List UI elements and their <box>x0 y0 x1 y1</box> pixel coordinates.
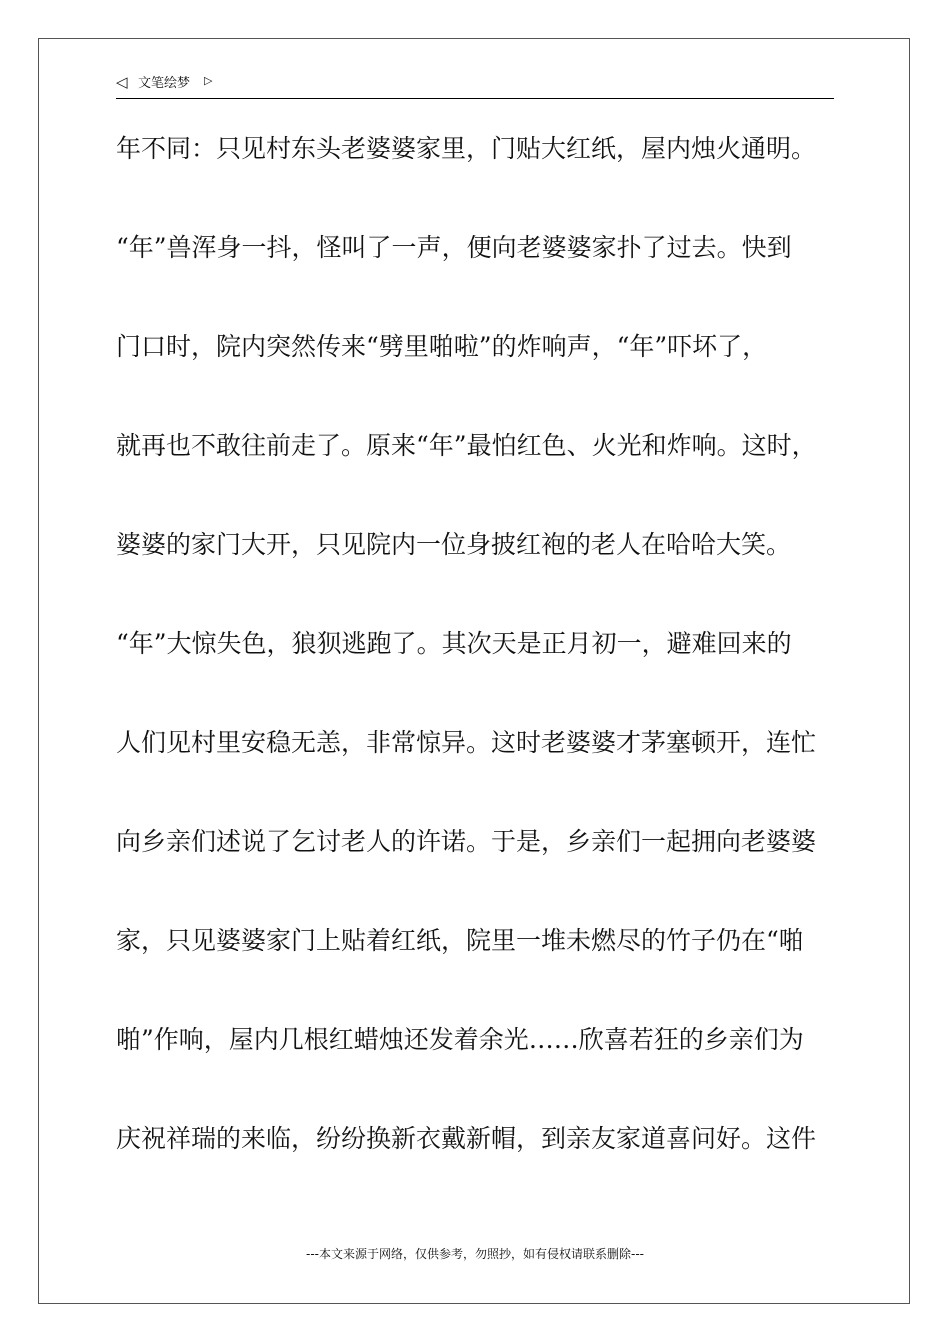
text-line: “年”大惊失色，狼狈逃跑了。其次天是正月初一，避难回来的 <box>116 629 792 658</box>
text-line: 年不同：只见村东头老婆婆家里，门贴大红纸，屋内烛火通明。 <box>116 134 817 163</box>
text-line: 婆婆的家门大开，只见院内一位身披红袍的老人在哈哈大笑。 <box>116 530 792 559</box>
text-line: 人们见村里安稳无恙，非常惊异。这时老婆婆才茅塞顿开，连忙 <box>116 728 817 757</box>
text-line: “年”兽浑身一抖，怪叫了一声，便向老婆婆家扑了过去。快到 <box>116 233 792 262</box>
page-header <box>116 72 834 99</box>
text-line: 庆祝祥瑞的来临，纷纷换新衣戴新帽，到亲友家道喜问好。这件 <box>116 1124 817 1153</box>
text-line: 啪”作响，屋内几根红蜡烛还发着余光……欣喜若狂的乡亲们为 <box>116 1025 804 1054</box>
text-line: 就再也不敢往前走了。原来“年”最怕红色、火光和炸响。这时， <box>116 431 817 460</box>
right-triangle-icon: ▷ <box>204 74 213 87</box>
left-triangle-icon: ◁ <box>116 73 128 91</box>
text-line: 向乡亲们述说了乞讨老人的许诺。于是，乡亲们一起拥向老婆婆 <box>116 827 817 856</box>
header-brand: 文笔绘梦 <box>138 76 191 91</box>
text-line: 家，只见婆婆家门上贴着红纸，院里一堆未燃尽的竹子仍在“啪 <box>116 926 804 955</box>
footer-notice: ---本文来源于网络，仅供参考，勿照抄，如有侵权请联系删除--- <box>306 1247 644 1261</box>
text-line: 门口时，院内突然传来“劈里啪啦”的炸响声，“年”吓坏了， <box>116 332 768 361</box>
document-body <box>116 124 856 1213</box>
